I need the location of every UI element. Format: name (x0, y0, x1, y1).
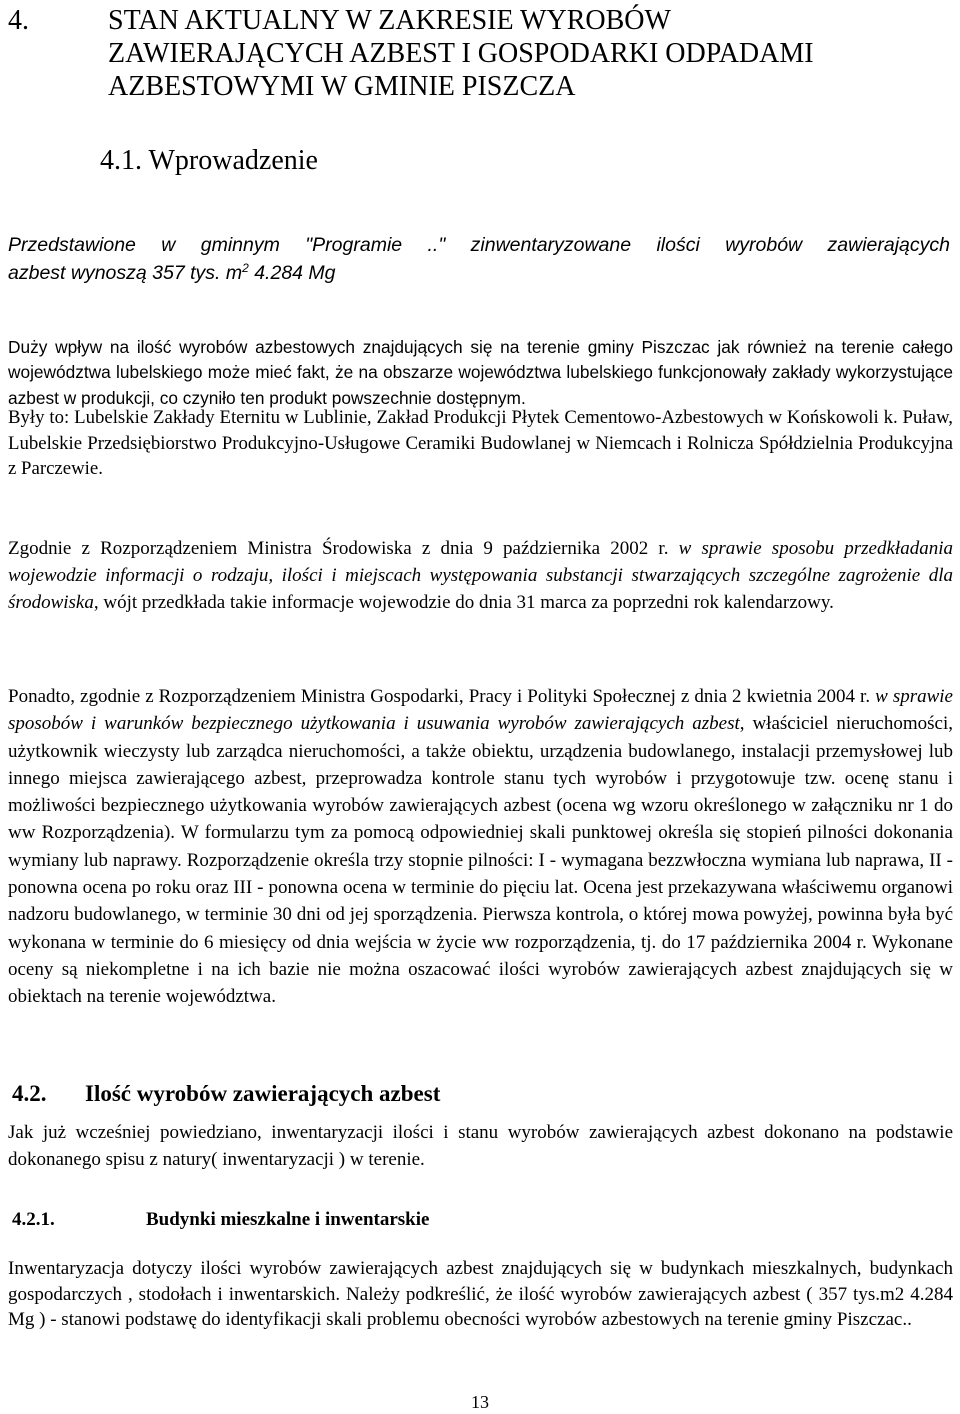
chapter-title: STAN AKTUALNY W ZAKRESIE WYROBÓW ZAWIERAJĄCYCH AZBEST I GOSPODARKI ODPADAMI AZBESTOWYMI W GMINIE PISZCZA (108, 5, 814, 102)
intro-line-2-suffix: 4.284 Mg (248, 262, 336, 284)
paragraph-3-start: Zgodnie z Rozporządzeniem Ministra Środowiska z dnia 9 października 2002 r. (8, 538, 679, 559)
paragraph-section-4-2: Jak już wcześniej powiedziano, inwentaryzacji ilości i stanu wyrobów zawierających azbest dokonano na podstawie dokonanego spisu z natury( inwentaryzacji ) w terenie. (8, 1122, 953, 1170)
intro-summary (8, 231, 950, 287)
intro-line-1: Przedstawione w gminnym "Programie .." zinwentaryzowane ilości wyrobów zawierających (8, 234, 950, 256)
section-4-2-1-number: 4.2.1. (12, 1209, 55, 1230)
intro-line-2-superscript: 2 (242, 261, 249, 275)
section-4-2-title: Ilość wyrobów zawierających azbest (85, 1081, 441, 1106)
paragraph-factories: Były to: Lubelskie Zakłady Eternitu w Lublinie, Zakład Produkcji Płytek Cementowo-Azbestowych w Końskowoli k. Puław, Lubelskie Przedsiębiorstwo Produkcyjno-Usługowe Ceramiki Budowlanej w Niemcach i Rolnicza Spółdzielnia Produkcyjna z Parczewie. (8, 407, 953, 480)
intro-line-2-prefix: azbest wynoszą 357 tys. m (8, 262, 243, 284)
paragraph-regulation-environment (8, 535, 953, 616)
paragraph-section-4-2-1: Inwentaryzacja dotyczy ilości wyrobów zawierających azbest znajdujących się w budynkach mieszkalnych, budynkach gospodarczych , stodołach i inwentarskich. Należy podkreślić, że ilość wyrobów zawierających azbest ( 357 tys.m2 4.284 Mg ) - stanowi podstawę do identyfikacji skali problemu obecności wyrobów azbestowych na terenie gminy Piszczac.. (8, 1258, 953, 1330)
paragraph-3-end: , wójt przedkłada takie informacje wojewodzie do dnia 31 marca za poprzedni rok kalendarzowy. (93, 592, 834, 613)
paragraph-influence: Duży wpływ na ilość wyrobów azbestowych znajdujących się na terenie gminy Piszczac jak również na terenie całego województwa lubelskiego może mieć fakt, że na obszarze województwa lubelskiego funkcjonowały zakłady wykorzystujące azbest w produkcji, co czyniło ten produkt powszechnie dostępnym. (8, 337, 953, 408)
section-4-2-1-title: Budynki mieszkalne i inwentarskie (146, 1209, 430, 1230)
paragraph-3-regulation-title: w sprawie sposobu przedkładania wojewodzie informacji o rodzaju, ilości i miejscach występowania substancji stwarzających szczególne zagrożenie dla środowiska (8, 538, 953, 613)
chapter-number: 4. (8, 5, 29, 36)
intro-line-2 (8, 259, 950, 287)
paragraph-4-regulation-title: w sprawie sposobów i warunków bezpiecznego użytkowania i usuwania wyrobów zawierających azbest (8, 686, 953, 735)
page-number: 13 (471, 1392, 489, 1412)
paragraph-4-end: , właściciel nieruchomości, użytkownik wieczysty lub zarządca nieruchomości, a także obiektu, urządzenia budowlanego, instalacji przemysłowej lub innego miejsca zawierającego azbest, przeprowadza kontrole stanu tych wyrobów i przygotowuje tzw. ocenę stanu i możliwości bezpiecznego użytkowania wyrobów zawierających azbest (ocena wg wzoru określonego w załączniku nr 1 do ww Rozporządzenia). W formularzu tym za pomocą odpowiedniej skali punktowej określa się stopień pilności dokonania wymiany lub naprawy. Rozporządzenie określa trzy stopnie pilności: I - wymagana bezzwłoczna wymiana lub naprawa, II - ponowna ocena po roku oraz III - ponowna ocena w terminie do pięciu lat. Ocena jest przekazywana właściwemu organowi nadzoru budowlanego, w terminie 30 dni od jej sporządzenia. Pierwsza kontrola, o której mowa powyżej, powinna była być wykonana w terminie do 6 miesięcy od dnia wejścia w życie ww rozporządzenia, tj. do 17 października 2004 r. Wykonane oceny są niekompletne i na ich bazie nie można oszacować ilości wyrobów zawierających azbest znajdujących się w obiektach na terenie województwa. (8, 713, 954, 1008)
section-heading-intro: 4.1. Wprowadzenie (100, 145, 318, 176)
paragraph-4-start: Ponadto, zgodnie z Rozporządzeniem Ministra Gospodarki, Pracy i Polityki Społecznej z dnia 2 kwietnia 2004 r. (8, 686, 876, 707)
section-4-2-number: 4.2. (12, 1081, 47, 1106)
paragraph-regulation-economy (8, 683, 953, 1011)
